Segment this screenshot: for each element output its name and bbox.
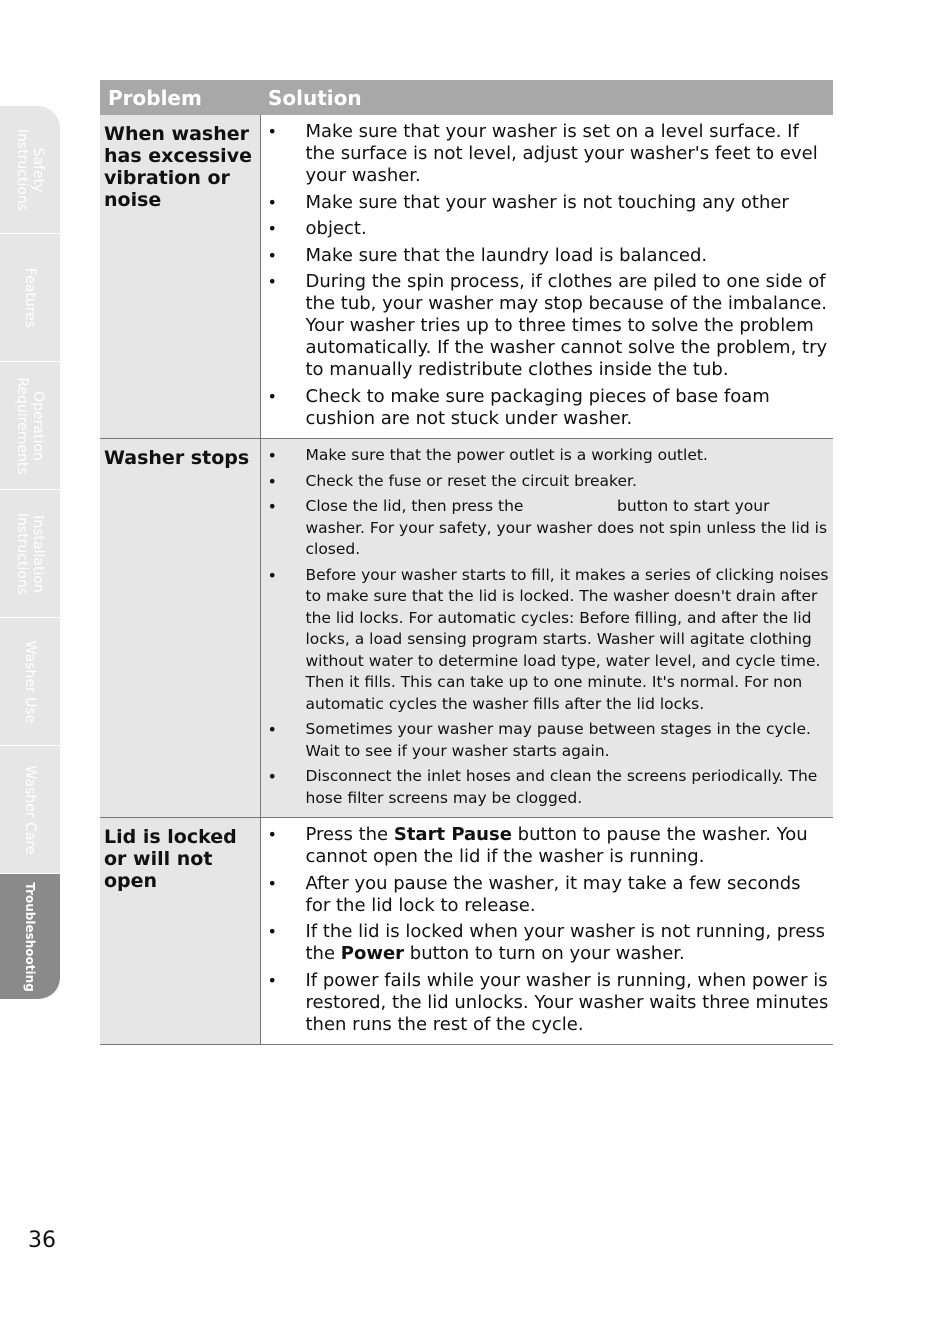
solution-list xyxy=(261,824,832,1036)
side-tab-troubleshooting[interactable] xyxy=(0,874,60,1000)
problem-cell: Lid is locked or will not open xyxy=(100,818,260,1045)
side-tab-label: Washer Use xyxy=(22,640,38,723)
problem-column-header: Problem xyxy=(100,80,260,115)
troubleshooting-table xyxy=(100,80,833,1045)
solution-text: button to pause the washer. You cannot open the lid if the washer is running. xyxy=(305,824,808,867)
side-tab-installation-instructions[interactable] xyxy=(0,490,60,618)
solution-item: • Sometimes your washer may pause between stages in the cycle. Wait to see if your washer starts again. xyxy=(261,719,832,762)
solution-item: • Close the lid, then press the button to start your washer. For your safety, your washer does not spin unless the lid is closed. xyxy=(261,496,832,561)
solution-item xyxy=(261,873,832,917)
solution-item xyxy=(261,824,832,868)
solution-text: button to turn on your washer. xyxy=(404,943,685,964)
power-button-name: Power xyxy=(340,943,405,964)
solution-item xyxy=(261,970,832,1036)
solution-text: After you pause the washer, it may take a few seconds for the lid lock to release. xyxy=(305,872,801,916)
solution-list xyxy=(261,445,832,809)
solution-item: • Make sure that the power outlet is a working outlet. xyxy=(261,445,832,467)
solution-item xyxy=(261,921,832,965)
solution-item: • Make sure that the laundry load is balanced. xyxy=(261,245,832,267)
solution-item: • Check to make sure packaging pieces of base foam cushion are not stuck under washer. xyxy=(261,386,832,430)
solution-cell xyxy=(260,818,833,1045)
side-tab-label: Washer Care xyxy=(22,765,38,854)
solution-list xyxy=(261,121,832,430)
table-row xyxy=(100,115,833,439)
solution-item: • object. xyxy=(261,218,832,240)
table-row xyxy=(100,818,833,1045)
side-tab-washer-use[interactable] xyxy=(0,618,60,746)
side-tab-operation-requirements[interactable] xyxy=(0,362,60,490)
side-tab-label: Operation Requirements xyxy=(14,376,46,475)
solution-item: • Disconnect the inlet hoses and clean the screens periodically. The hose filter screens may be clogged. xyxy=(261,766,832,809)
solution-item: • During the spin process, if clothes are piled to one side of the tub, your washer may stop because of the imbalance. Your washer tries up to three times to solve the problem automatically. If the washer cannot solve the problem, try to manually redistribute clothes inside the tub. xyxy=(261,271,832,381)
section-side-tabs xyxy=(0,106,60,1000)
problem-cell: When washer has excessive vibration or noise xyxy=(100,115,260,439)
side-tab-features[interactable] xyxy=(0,234,60,362)
side-tab-label: Installation Instructions xyxy=(14,512,46,595)
solution-text: Press the xyxy=(305,824,394,845)
side-tab-safety-instructions[interactable] xyxy=(0,106,60,234)
table-row xyxy=(100,439,833,818)
solution-text: If the lid is locked when your washer is not running, press the xyxy=(305,921,826,964)
solution-item: • Make sure that your washer is not touching any other xyxy=(261,192,832,214)
table-header-row xyxy=(100,80,833,115)
side-tab-label: Safety Instructions xyxy=(14,128,46,211)
solution-item: • Make sure that your washer is set on a level surface. If the surface is not level, adjust your washer's feet to evel your washer. xyxy=(261,121,832,187)
solution-cell xyxy=(260,439,833,818)
solution-column-header: Solution xyxy=(260,80,833,115)
solution-item: • Check the fuse or reset the circuit breaker. xyxy=(261,471,832,493)
side-tab-label: Features xyxy=(22,267,38,328)
side-tab-washer-care[interactable] xyxy=(0,746,60,874)
start-pause-button-name: Start Pause xyxy=(393,824,512,845)
solution-text: If power fails while your washer is running, when power is restored, the lid unlocks. Your washer waits three minutes then runs the rest of the cycle. xyxy=(305,969,829,1035)
page-number: 36 xyxy=(28,1228,56,1253)
side-tab-label: Troubleshooting xyxy=(23,881,37,992)
solution-cell xyxy=(260,115,833,439)
problem-cell: Washer stops xyxy=(100,439,260,818)
solution-item: • Before your washer starts to fill, it makes a series of clicking noises to make sure that the lid is locked. The washer doesn't drain after the lid locks. For automatic cycles: Before filling, and after the lid locks, a load sensing program starts. Washer will agitate clothing without water to determine load type, water level, and cycle time. Then it fills. This can take up to one minute. It's normal. For non automatic cycles the washer fills after the lid locks. xyxy=(261,565,832,716)
